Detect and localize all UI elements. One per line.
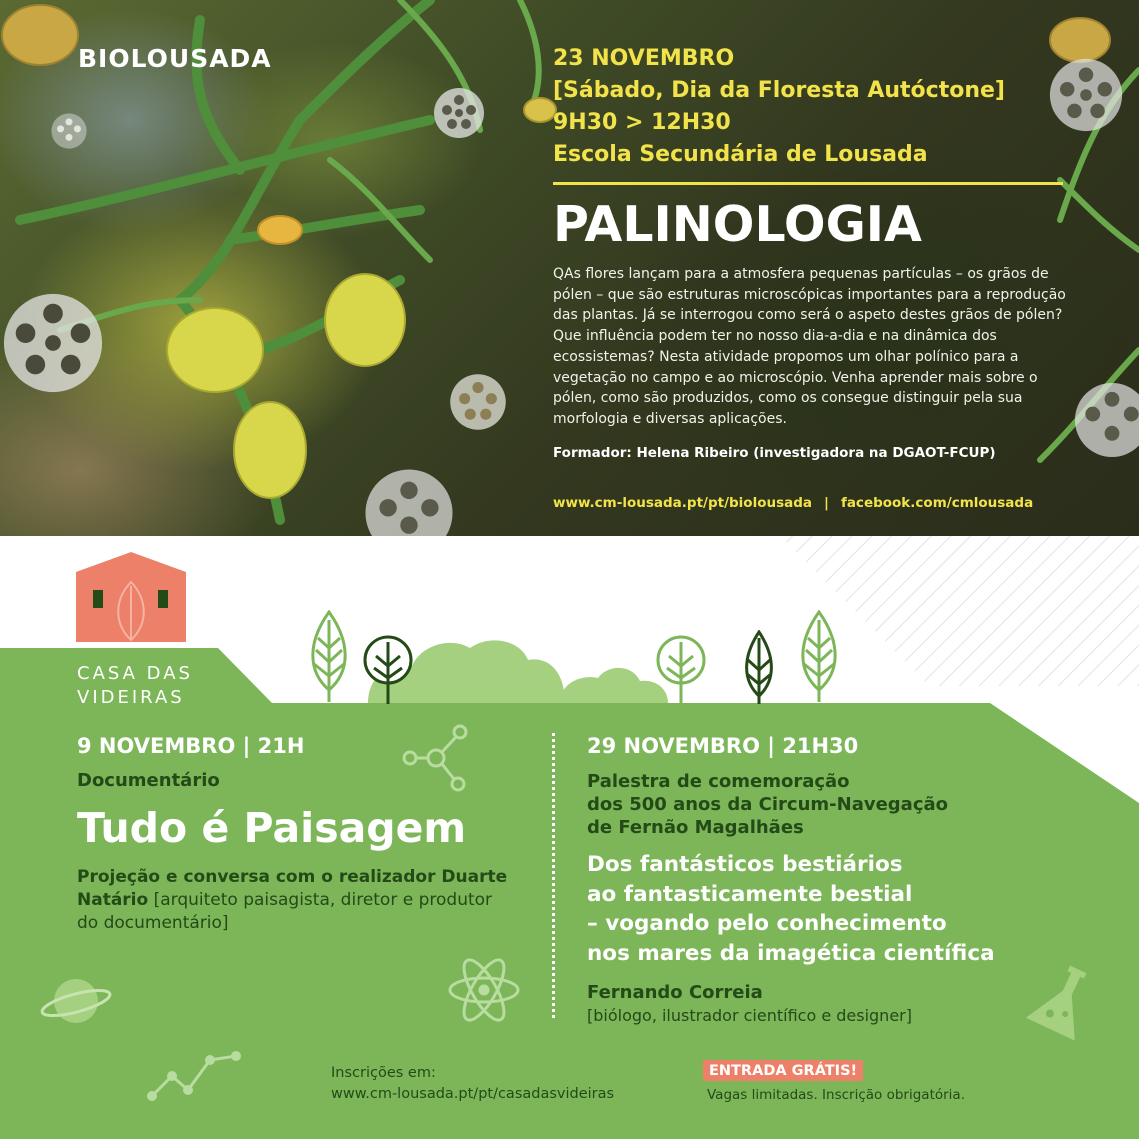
tree-icon bbox=[655, 634, 707, 704]
event-date: 23 NOVEMBRO bbox=[553, 46, 735, 71]
left-event-description bbox=[77, 866, 517, 935]
right-event-type-line: Palestra de comemoração bbox=[587, 771, 850, 792]
line-graph-icon bbox=[146, 1050, 242, 1102]
event-title: PALINOLOGIA bbox=[553, 196, 922, 253]
pollen-grain-icon bbox=[50, 112, 88, 150]
left-event-date: 9 NOVEMBRO | 21H bbox=[77, 734, 305, 758]
links-row bbox=[553, 495, 1033, 511]
house-leaf-icon bbox=[76, 552, 186, 642]
free-entry-badge: ENTRADA GRÁTIS! bbox=[703, 1060, 863, 1081]
event-time: 9H30 > 12H30 bbox=[553, 110, 731, 135]
tree-icon bbox=[794, 610, 844, 702]
registration-label: Inscrições em: bbox=[331, 1065, 436, 1081]
pollen-grain-icon bbox=[448, 372, 508, 432]
right-event-title bbox=[587, 850, 1027, 968]
right-event-title-line: nos mares da imagética científica bbox=[587, 940, 995, 966]
registration-note: Vagas limitadas. Inscrição obrigatória. bbox=[707, 1087, 965, 1103]
biolousada-logo: BIOLOUSADA bbox=[78, 44, 272, 73]
right-event-type-line: dos 500 anos da Circum-Navegação bbox=[587, 794, 949, 815]
event-day: [Sábado, Dia da Floresta Autóctone] bbox=[553, 78, 1005, 103]
pollen-grain-icon bbox=[1072, 380, 1139, 460]
column-divider bbox=[552, 733, 555, 1018]
tree-icon bbox=[304, 610, 354, 702]
right-event-title-line: Dos fantásticos bestiários bbox=[587, 852, 903, 877]
hero-photo bbox=[0, 0, 1139, 536]
right-event-speaker-role: [biólogo, ilustrador científico e designer] bbox=[587, 1006, 912, 1025]
event-venue: Escola Secundária de Lousada bbox=[553, 142, 928, 167]
right-event-speaker: Fernando Correia bbox=[587, 982, 763, 1003]
pollen-grain-icon bbox=[1047, 56, 1125, 134]
planet-icon bbox=[40, 972, 112, 1030]
left-event-desc-bold: Projeção e conversa com o realizador Duarte Natário bbox=[77, 867, 508, 910]
tree-icon bbox=[738, 630, 780, 704]
registration-url[interactable]: www.cm-lousada.pt/pt/casadasvideiras bbox=[331, 1086, 615, 1102]
molecule-icon bbox=[400, 722, 472, 794]
right-event-type bbox=[587, 770, 1007, 839]
pollen-grain-icon bbox=[0, 290, 106, 396]
title-rule bbox=[553, 182, 1063, 185]
site-link[interactable]: www.cm-lousada.pt/pt/biolousada bbox=[553, 495, 813, 511]
left-event-desc-regular: [arquiteto paisagista, diretor e produtor do documentário] bbox=[77, 890, 493, 933]
left-event-title: Tudo é Paisagem bbox=[77, 804, 467, 852]
facebook-link[interactable]: facebook.com/cmlousada bbox=[840, 495, 1034, 511]
flask-icon bbox=[1024, 962, 1102, 1042]
event-description: QAs flores lançam para a atmosfera pequenas partículas – os grãos de pólen – que são estruturas microscópicas importantes para a reprodução das plantas. Já se interrogou como será o aspeto destes grãos de pólen? Que influência podem ter no nosso dia-a-dia e na dinâmica dos ecossistemas? Nesta atividade propomos um olhar polínico para a vegetação no campo e ao microscópio. Venha aprender mais sobre o pólen, como são produzidos, como os consegue distinguir pela sua morfologia e diversas aplicações. bbox=[553, 266, 1066, 427]
right-event-type-line: de Fernão Magalhães bbox=[587, 817, 804, 838]
pollen-grain-icon bbox=[362, 466, 456, 536]
tree-icon bbox=[362, 634, 414, 704]
left-event-type: Documentário bbox=[77, 770, 220, 791]
venue-line2: VIDEIRAS bbox=[77, 687, 185, 708]
atom-icon bbox=[446, 958, 522, 1022]
right-event-title-line: ao fantasticamente bestial bbox=[587, 881, 913, 907]
link-separator: | bbox=[824, 495, 829, 511]
event-trainer: Formador: Helena Ribeiro (investigadora na DGAOT-FCUP) bbox=[553, 445, 996, 461]
right-event-title-line: – vogando pelo conhecimento bbox=[587, 911, 947, 936]
right-event-date: 29 NOVEMBRO | 21H30 bbox=[587, 734, 859, 758]
pollen-grain-icon bbox=[432, 86, 486, 140]
venue-line1: CASA DAS bbox=[77, 663, 193, 684]
